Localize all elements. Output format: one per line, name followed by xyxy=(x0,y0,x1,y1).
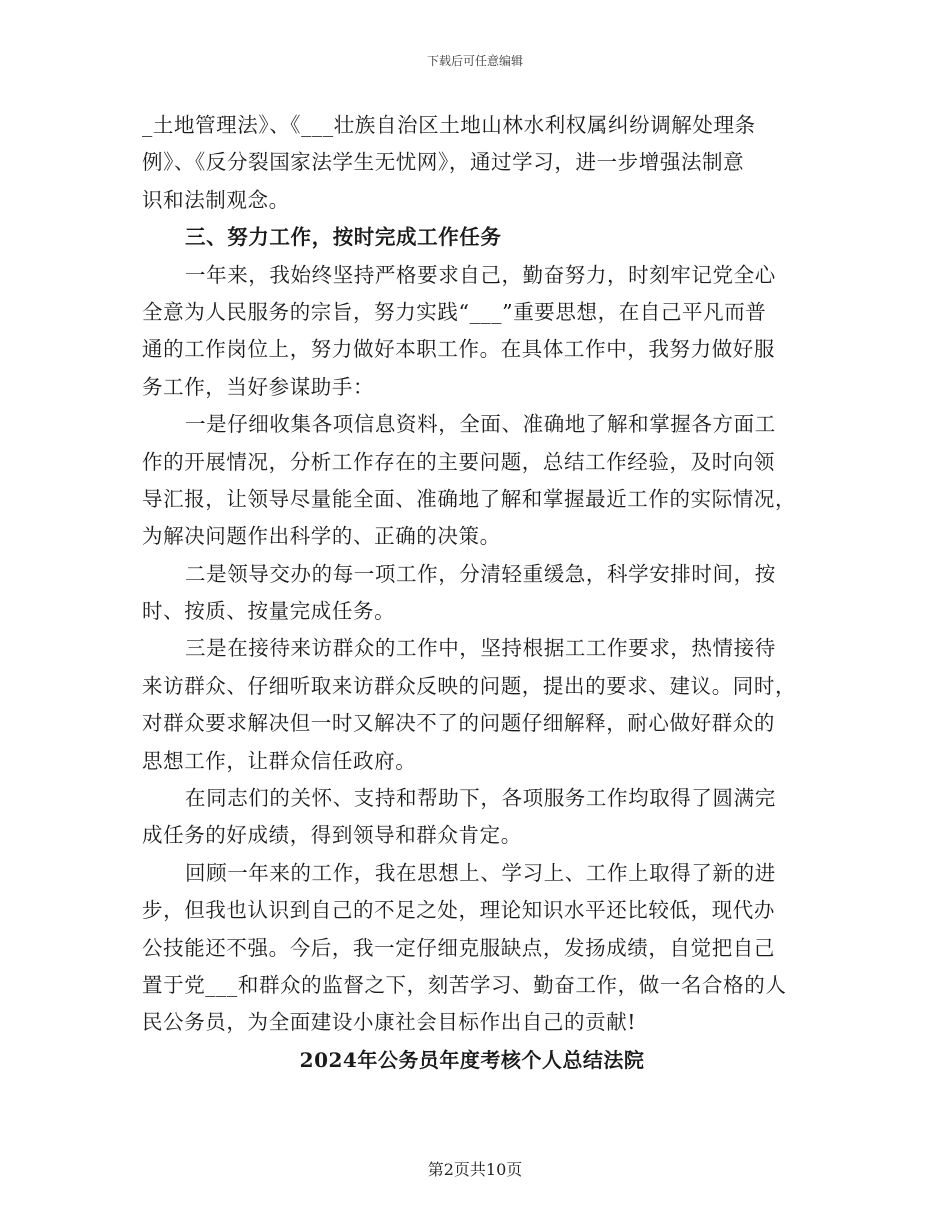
body-line: 置于党___和群众的监督之下，刻苦学习、勤奋工作，做一名合格的人 xyxy=(142,972,787,997)
page-footer: 第2页共10页 xyxy=(427,1160,523,1179)
section-heading: 三、努力工作，按时完成工作任务 xyxy=(185,225,502,250)
body-line: 导汇报，让领导尽量能全面、准确地了解和掌握最近工作的实际情况， xyxy=(142,486,797,511)
body-line: _土地管理法》、《___壮族自治区土地山林水利权属纠纷调解处理条 xyxy=(142,113,756,137)
body-line: 务工作，当好参谋助手： xyxy=(142,374,375,399)
body-line: 民公务员，为全面建设小康社会目标作出自己的贡献! xyxy=(142,1010,637,1035)
body-line: 回顾一年来的工作，我在思想上、学习上、工作上取得了新的进 xyxy=(185,860,776,885)
header-note: 下载后可任意编辑 xyxy=(426,54,523,68)
body-line: 通的工作岗位上，努力做好本职工作。在具体工作中，我努力做好服 xyxy=(142,337,775,362)
body-line: 例》、《反分裂国家法学生无忧网》，通过学习，进一步增强法制意 xyxy=(142,150,745,175)
body-line: 三是在接待来访群众的工作中，坚持根据工工作要求，热情接待 xyxy=(185,636,776,661)
body-line: 对群众要求解决但一时又解决不了的问题仔细解释，耐心做好群众的 xyxy=(142,711,775,736)
body-line: 步，但我也认识到自己的不足之处，理论知识水平还比较低，现代办 xyxy=(142,898,775,923)
document-body xyxy=(142,107,802,1079)
body-line: 来访群众、仔细听取来访群众反映的问题，提出的要求、建议。同时， xyxy=(142,673,797,698)
body-line: 一是仔细收集各项信息资料，全面、准确地了解和掌握各方面工 xyxy=(185,412,776,437)
body-line: 时、按质、按量完成任务。 xyxy=(142,599,396,624)
body-line: 成任务的好成绩，得到领导和群众肯定。 xyxy=(142,823,522,848)
body-line: 二是领导交办的每一项工作，分清轻重缓急，科学安排时间，按 xyxy=(185,561,776,586)
body-line: 作的开展情况，分析工作存在的主要问题，总结工作经验，及时向领 xyxy=(142,449,775,474)
body-line: 识和法制观念。 xyxy=(142,187,290,212)
body-line: 为解决问题作出科学的、正确的决策。 xyxy=(142,524,501,549)
body-line: 全意为人民服务的宗旨，努力实践“___”重要思想，在自己平凡而普 xyxy=(142,299,767,324)
body-line: 思想工作，让群众信任政府。 xyxy=(142,748,417,773)
body-line: 在同志们的关怀、支持和帮助下，各项服务工作均取得了圆满完 xyxy=(185,786,776,811)
body-line: 公技能还不强。今后，我一定仔细克服缺点，发扬成绩，自觉把自己 xyxy=(142,935,775,960)
next-section-title: 2024年公务员年度考核个人总结法院 xyxy=(299,1047,645,1072)
body-line: 一年来，我始终坚持严格要求自己，勤奋努力，时刻牢记党全心 xyxy=(185,262,776,287)
